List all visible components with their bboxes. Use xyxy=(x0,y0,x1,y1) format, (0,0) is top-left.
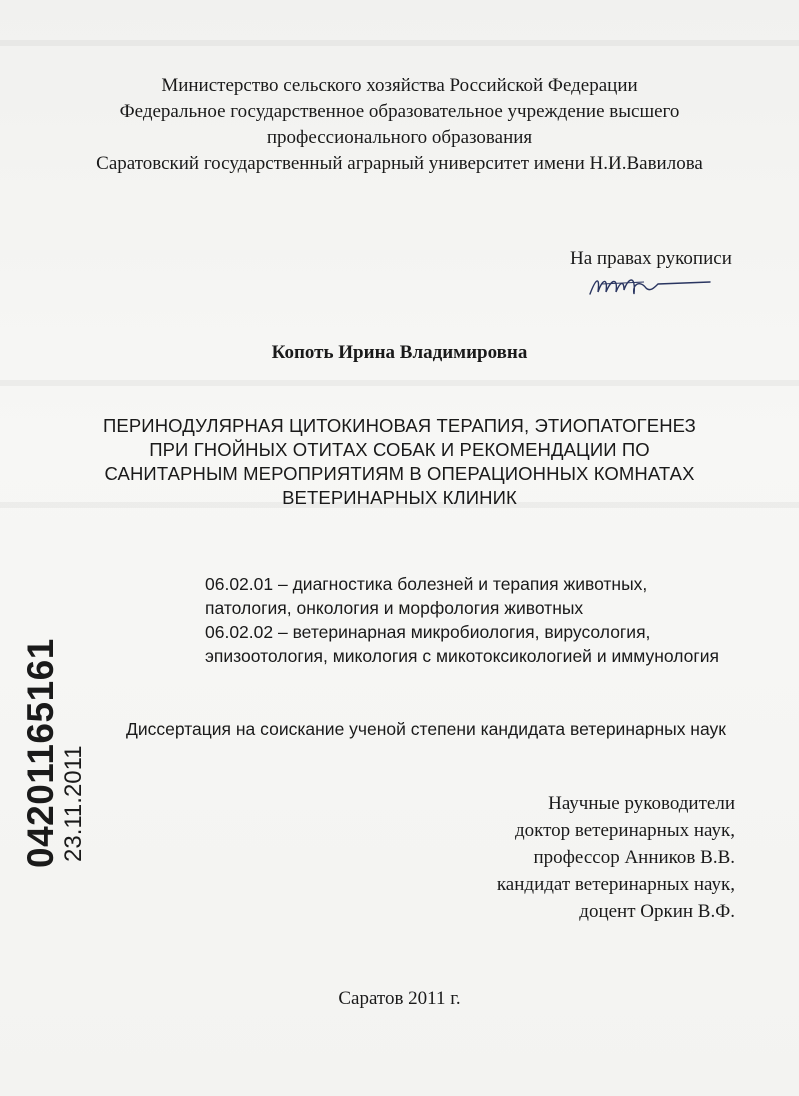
scan-artifact xyxy=(0,380,799,386)
specialty-line: патология, онкология и морфология животных xyxy=(205,598,584,618)
specialty-line: эпизоотология, микология с микотоксикологией и иммунология xyxy=(205,646,720,666)
supervisor-line: профессор Анников В.В. xyxy=(533,847,735,868)
header-line: профессионального образования xyxy=(266,127,533,148)
supervisor-line: доктор ветеринарных наук, xyxy=(514,820,735,841)
scan-artifact xyxy=(0,40,799,46)
specialty-codes xyxy=(205,572,719,668)
supervisor-line: кандидат ветеринарных наук, xyxy=(496,874,735,895)
supervisor-line: доцент Оркин В.Ф. xyxy=(579,901,735,922)
header-line: Федеральное государственное образовательное учреждение высшего xyxy=(119,101,680,122)
title-line: ПЕРИНОДУЛЯРНАЯ ЦИТОКИНОВАЯ ТЕРАПИЯ, ЭТИОПАТОГЕНЕЗ xyxy=(103,415,696,436)
degree-statement: Диссертация на соискание ученой степени кандидата ветеринарных наук xyxy=(126,719,726,739)
title-line: САНИТАРНЫМ МЕРОПРИЯТИЯМ В ОПЕРАЦИОННЫХ КОМНАТАХ xyxy=(104,463,695,484)
title-line: ПРИ ГНОЙНЫХ ОТИТАХ СОБАК И РЕКОМЕНДАЦИИ ПО xyxy=(149,439,650,460)
stamp-date: 23.11.2011 xyxy=(60,745,87,862)
supervisor-line: Научные руководители xyxy=(548,793,735,814)
header-line: Саратовский государственный аграрный университет имени Н.И.Вавилова xyxy=(96,153,703,174)
author-name: Копоть Ирина Владимировна xyxy=(271,342,528,363)
signature-image xyxy=(584,270,714,300)
stamp-number: 04201165161 xyxy=(20,638,61,868)
dissertation-title xyxy=(0,414,799,510)
specialty-line: 06.02.01 – диагностика болезней и терапия животных, xyxy=(205,574,648,594)
title-line: ВЕТЕРИНАРНЫХ КЛИНИК xyxy=(282,487,517,508)
manuscript-rights-note: На правах рукописи xyxy=(570,248,732,269)
header-line: Министерство сельского хозяйства Российской Федерации xyxy=(161,75,638,96)
institution-header xyxy=(0,73,799,177)
registration-stamp xyxy=(22,638,88,868)
city-year: Саратов 2011 г. xyxy=(338,988,461,1009)
specialty-line: 06.02.02 – ветеринарная микробиология, вирусология, xyxy=(205,622,651,642)
scientific-supervisors xyxy=(497,790,735,925)
